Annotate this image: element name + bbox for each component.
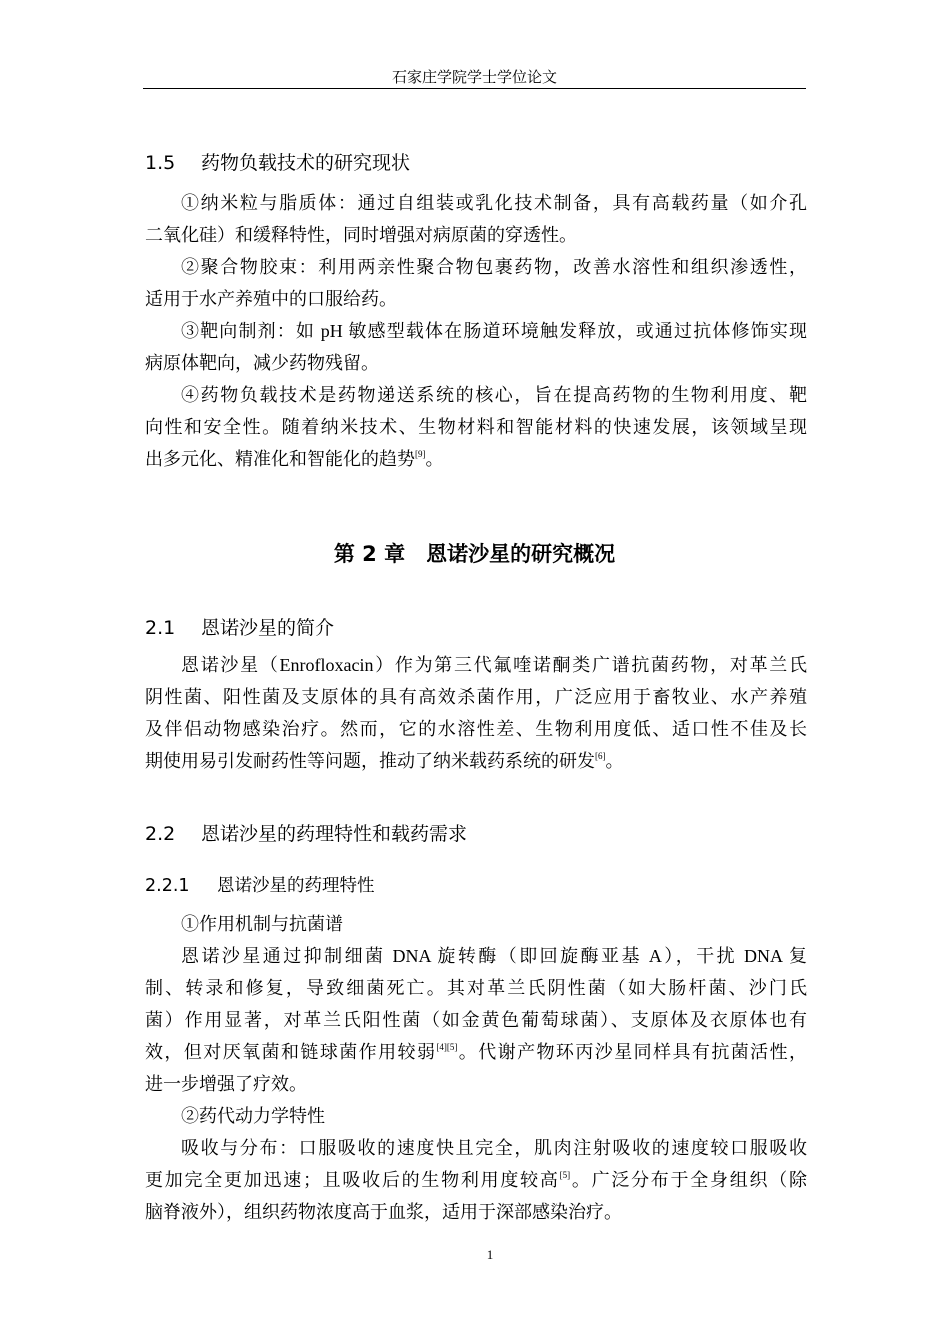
subheading-line: ②药代动力学特性 (181, 1106, 325, 1126)
text: 效，但对厌氧菌和链球菌作用较弱 (145, 1042, 437, 1062)
citation: [6] (595, 751, 606, 761)
paragraph-line: ④药物负载技术是药物递送系统的核心，旨在提高药物的生物利用度、靶 (181, 385, 807, 405)
text: 出多元化、精准化和智能化的趋势 (145, 449, 415, 469)
page-number: 1 (486, 1247, 494, 1262)
paragraph-line: ③靶向制剂：如 pH 敏感型载体在肠道环境触发释放，或通过抗体修饰实现 (181, 321, 807, 341)
chapter-title: 第 2 章 恩诺沙星的研究概况 (333, 542, 616, 566)
text: 。 (605, 751, 624, 771)
paragraph-line (145, 745, 807, 777)
section-title: 恩诺沙星的药理特性和载药需求 (201, 823, 468, 845)
section-heading-2-2 (145, 819, 467, 846)
paragraph-line: 制、转录和修复，导致细菌死亡。其对革兰氏阴性菌（如大肠杆菌、沙门氏 (145, 978, 807, 998)
section-2-2-1-body (145, 908, 807, 1228)
section-number: 1.5 (145, 152, 176, 174)
paragraph-line (145, 1036, 807, 1068)
text: 。代谢产物环丙沙星同样具有抗菌活性， (457, 1042, 808, 1062)
paragraph-line: 向性和安全性。随着纳米技术、生物材料和智能材料的快速发展，该领域呈现 (145, 417, 807, 437)
paragraph-line: 恩诺沙星（Enrofloxacin）作为第三代氟喹诺酮类广谱抗菌药物，对革兰氏 (181, 655, 807, 675)
paragraph-line: ②聚合物胶束：利用两亲性聚合物包裹药物，改善水溶性和组织渗透性， (181, 257, 807, 277)
section-title: 恩诺沙星的简介 (201, 617, 335, 639)
paragraph-line: 病原体靶向，减少药物残留。 (145, 353, 379, 373)
citation: [5] (559, 1170, 571, 1180)
section-number: 2.2.1 (145, 876, 190, 896)
text: 更加完全更加迅速；且吸收后的生物利用度较高 (145, 1170, 560, 1190)
paragraph-line: 适用于水产养殖中的口服给药。 (145, 289, 397, 309)
paragraph-line (145, 1164, 807, 1196)
subsection-heading-2-2-1 (145, 872, 375, 897)
paragraph-line: 吸收与分布：口服吸收的速度快且完全，肌肉注射吸收的速度较口服吸收 (181, 1138, 807, 1158)
subheading-line: ①作用机制与抗菌谱 (181, 914, 343, 934)
paragraph-line: ①纳米粒与脂质体：通过自组装或乳化技术制备，具有高载药量（如介孔 (181, 193, 807, 213)
paragraph-line: 菌）作用显著，对革兰氏阳性菌（如金黄色葡萄球菌）、支原体及衣原体也有 (145, 1010, 807, 1030)
section-title: 恩诺沙星的药理特性 (217, 876, 375, 896)
text: 期使用易引发耐药性等问题，推动了纳米载药系统的研发 (145, 751, 595, 771)
paragraph-line: 进一步增强了疗效。 (145, 1074, 307, 1094)
citation: [9] (415, 449, 426, 459)
running-header: 石家庄学院学士学位论文 (391, 70, 557, 86)
section-title: 药物负载技术的研究现状 (201, 152, 411, 174)
section-heading-2-1 (145, 613, 334, 640)
text: 。广泛分布于全身组织（除 (570, 1170, 808, 1190)
section-2-1-body (145, 649, 807, 777)
text: 。 (425, 449, 444, 469)
section-number: 2.1 (145, 617, 176, 639)
section-1-5-body (145, 187, 807, 475)
paragraph-line (145, 443, 807, 475)
paragraph-line: 二氧化硅）和缓释特性，同时增强对病原菌的穿透性。 (145, 225, 577, 245)
paragraph-line: 脑脊液外），组织药物浓度高于血浆，适用于深部感染治疗。 (145, 1202, 622, 1222)
citation: [4][5] (436, 1042, 458, 1052)
section-heading-1-5 (145, 148, 410, 175)
section-number: 2.2 (145, 823, 176, 845)
paragraph-line: 恩诺沙星通过抑制细菌 DNA 旋转酶（即回旋酶亚基 A），干扰 DNA 复 (181, 946, 807, 966)
paragraph-line: 及伴侣动物感染治疗。然而，它的水溶性差、生物利用度低、适口性不佳及长 (145, 719, 807, 739)
header-rule (143, 88, 806, 89)
paragraph-line: 阴性菌、阳性菌及支原体的具有高效杀菌作用，广泛应用于畜牧业、水产养殖 (145, 687, 807, 707)
